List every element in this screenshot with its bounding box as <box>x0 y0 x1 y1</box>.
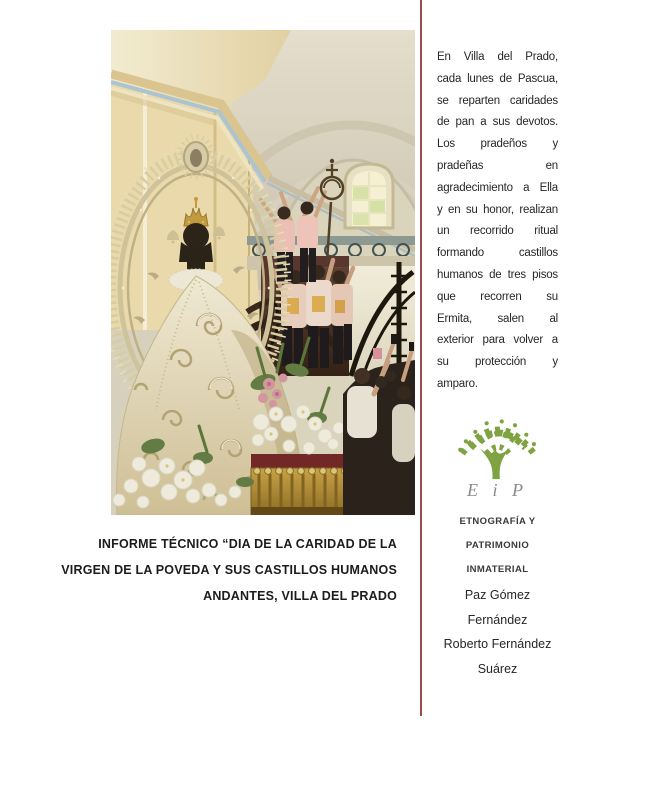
paragraph-line: y en su honor, realizan <box>437 203 558 216</box>
paragraph-line: agradecimiento a Ella <box>437 181 558 194</box>
cover-photo <box>111 30 415 515</box>
paragraph-line: formando castillos <box>437 247 558 260</box>
red-divider-rule <box>420 0 422 716</box>
organization-line: PATRIMONIO INMATERIAL <box>465 540 530 575</box>
author-name: Roberto Fernández Suárez <box>443 637 552 676</box>
paragraph-line: de pan a sus devotos. <box>437 116 558 129</box>
paragraph-line: su protección y <box>437 356 558 369</box>
intro-paragraph <box>437 47 558 396</box>
paragraph-line: Los pradeños y <box>437 138 558 151</box>
logo-initials: E i P <box>467 480 528 500</box>
organization-line: ETNOGRAFÍA Y <box>459 516 536 527</box>
paragraph-line: Ermita, salen al <box>437 312 558 325</box>
paragraph-line: que recorren su <box>437 290 558 303</box>
caption-line: ANDANTES, VILLA DEL PRADO <box>203 589 397 603</box>
cover-photo-illustration <box>111 30 415 515</box>
authors-block <box>437 583 558 681</box>
tree-icon <box>454 412 542 480</box>
paragraph-line: exterior para volver a <box>437 334 558 347</box>
caption-line: VIRGEN DE LA POVEDA Y SUS CASTILLOS HUMANOS <box>61 563 397 577</box>
eip-logo-block <box>437 412 558 681</box>
caption-line: INFORME TÉCNICO “DIA DE LA CARIDAD DE LA <box>98 537 397 551</box>
paragraph-line: humanos de tres pisos <box>437 268 558 281</box>
organization-name <box>437 510 558 582</box>
photo-caption <box>60 531 397 609</box>
author-name: Paz Gómez Fernández <box>464 588 531 627</box>
paragraph-line: se reparten caridades <box>437 94 558 107</box>
paragraph-line: En Villa del Prado, <box>437 51 558 63</box>
paragraph-line: un recorrido ritual <box>437 225 558 238</box>
paragraph-line: cada lunes de Pascua, <box>437 72 558 85</box>
paragraph-line: amparo. <box>437 377 478 390</box>
paragraph-line: pradeñas en <box>437 159 558 172</box>
